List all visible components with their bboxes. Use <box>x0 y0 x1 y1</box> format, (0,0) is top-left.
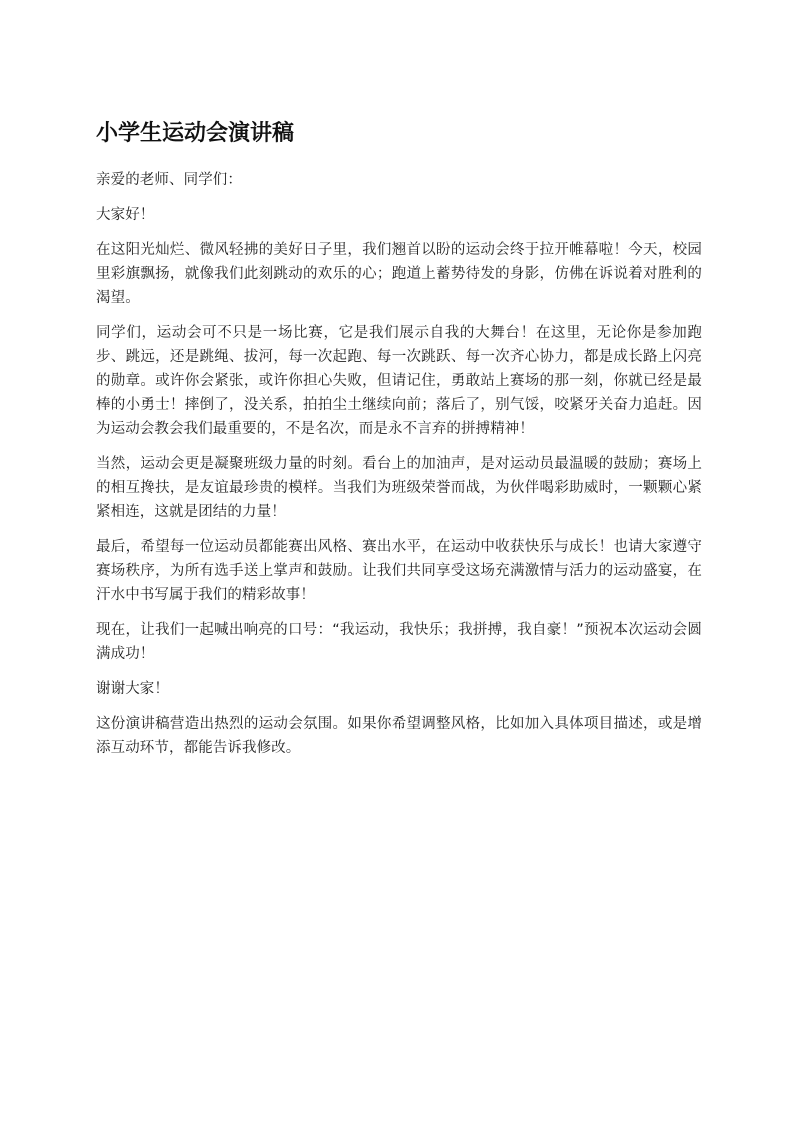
wishes-paragraph: 最后，希望每一位运动员都能赛出风格、赛出水平，在运动中收获快乐与成长！也请大家遵守赛场秩序，为所有选手送上掌声和鼓励。让我们共同享受这场充满激情与活力的运动盛宴，在汗水中书写属于我们的精彩故事！ <box>96 538 702 603</box>
hello-paragraph: 大家好！ <box>96 206 155 223</box>
thanks-paragraph: 谢谢大家！ <box>96 680 169 697</box>
note-paragraph: 这份演讲稿营造出热烈的运动会氛围。如果你希望调整风格，比如加入具体项目描述，或是增添互动环节，都能告诉我修改。 <box>96 715 702 756</box>
slogan-paragraph: 现在，让我们一起喊出响亮的口号：“我运动，我快乐；我拼搏，我自豪！”预祝本次运动会圆满成功！ <box>96 621 702 662</box>
spirit-paragraph: 同学们，运动会可不只是一场比赛，它是我们展示自我的大舞台！在这里，无论你是参加跑步、跳远，还是跳绳、拔河，每一次起跑、每一次跳跃、每一次齐心协力，都是成长路上闪亮的勋章。或许你会紧张，或许你担心失败，但请记住，勇敢站上赛场的那一刻，你就已经是最棒的小勇士！摔倒了，没关系，拍拍尘土继续向前；落后了，别气馁，咬紧牙关奋力追赶。因为运动会教会我们最重要的，不是名次，而是永不言弃的拼搏精神！ <box>96 324 702 437</box>
document-title: 小学生运动会演讲稿 <box>96 121 295 146</box>
document-page <box>96 118 702 771</box>
greeting-paragraph: 亲爱的老师、同学们： <box>96 171 242 188</box>
opening-paragraph: 在这阳光灿烂、微风轻拂的美好日子里，我们翘首以盼的运动会终于拉开帷幕啦！今天，校园里彩旗飘扬，就像我们此刻跳动的欢乐的心；跑道上蓄势待发的身影，仿佛在诉说着对胜利的渴望。 <box>96 241 702 306</box>
teamwork-paragraph: 当然，运动会更是凝聚班级力量的时刻。看台上的加油声，是对运动员最温暖的鼓励；赛场上的相互搀扶，是友谊最珍贵的模样。当我们为班级荣誉而战，为伙伴喝彩助威时，一颗颗心紧紧相连，这就是团结的力量！ <box>96 455 702 520</box>
